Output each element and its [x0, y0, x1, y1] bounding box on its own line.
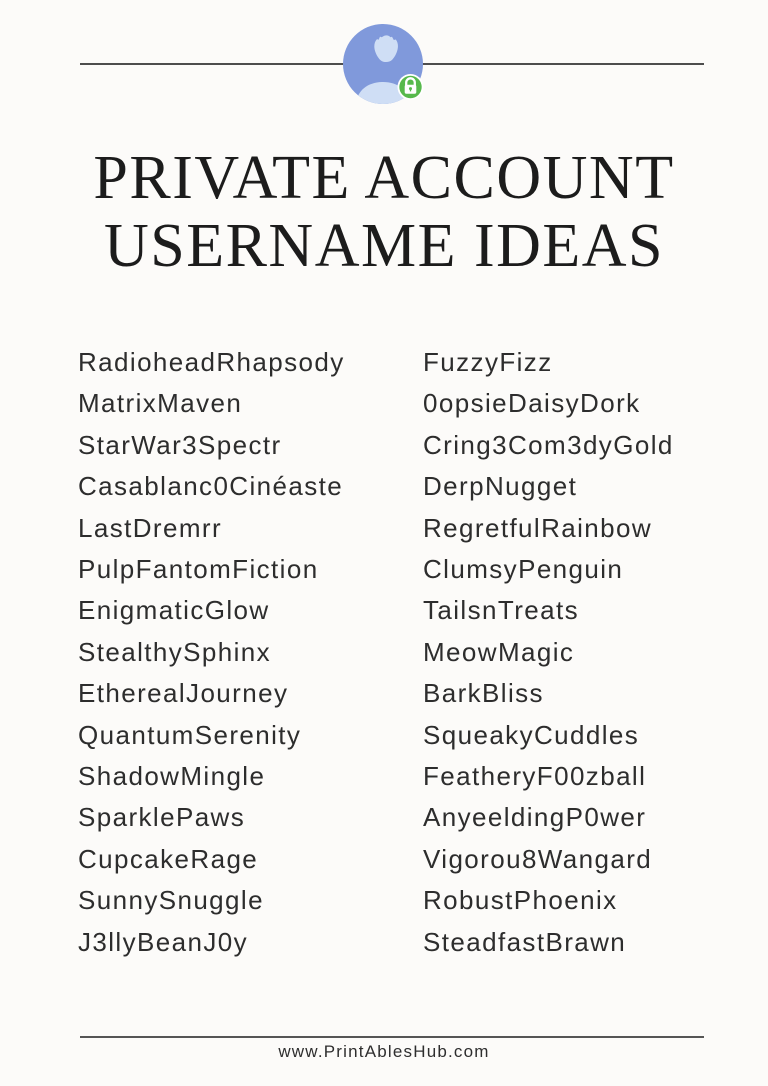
username-item: EnigmaticGlow [78, 595, 270, 626]
footer-url: www.PrintAblesHub.com [278, 1042, 490, 1061]
username-item: LastDremrr [78, 512, 223, 543]
username-item: Cring3Com3dyGold [423, 429, 674, 460]
username-item: RegretfulRainbow [423, 512, 653, 543]
username-item: RadioheadRhapsody [78, 347, 345, 377]
username-item: SunnySnuggle [78, 885, 264, 916]
username-item: SparklePaws [78, 802, 246, 833]
username-column-left [78, 342, 423, 963]
username-item: Vigorou8Wangard [423, 843, 653, 874]
username-item: J3llyBeanJ0y [78, 926, 248, 957]
footer-divider [80, 1036, 704, 1038]
username-item: 0opsieDaisyDork [423, 388, 641, 419]
username-item: StealthySphinx [78, 636, 272, 667]
username-item: DerpNugget [423, 471, 578, 502]
lock-icon [398, 74, 424, 100]
page-title-line1: PRIVATE ACCOUNT [93, 144, 675, 212]
username-item: SqueakyCuddles [423, 719, 640, 750]
username-item: CupcakeRage [78, 843, 259, 874]
username-item: TailsnTreats [423, 595, 579, 626]
username-item: QuantumSerenity [78, 719, 302, 750]
username-item: FeatheryF00zball [423, 761, 647, 792]
username-column-right [423, 342, 674, 963]
username-item: MeowMagic [423, 636, 575, 667]
username-item: RobustPhoenix [423, 885, 618, 916]
username-item: SteadfastBrawn [423, 926, 627, 957]
username-columns [78, 342, 674, 963]
page-title-line2: USERNAME IDEAS [103, 212, 665, 280]
private-account-avatar-icon [343, 24, 425, 106]
username-item: Casablanc0Cinéaste [78, 471, 344, 502]
username-item: PulpFantomFiction [78, 554, 319, 585]
page-title [0, 144, 768, 280]
username-item: FuzzyFizz [423, 347, 553, 377]
username-item: StarWar3Spectr [78, 429, 282, 460]
username-item: BarkBliss [423, 678, 544, 709]
username-item: MatrixMaven [78, 388, 243, 419]
username-item: EtherealJourney [78, 678, 289, 709]
username-item: ShadowMingle [78, 761, 266, 792]
username-item: ClumsyPenguin [423, 554, 624, 585]
username-item: AnyeeldingP0wer [423, 802, 647, 833]
